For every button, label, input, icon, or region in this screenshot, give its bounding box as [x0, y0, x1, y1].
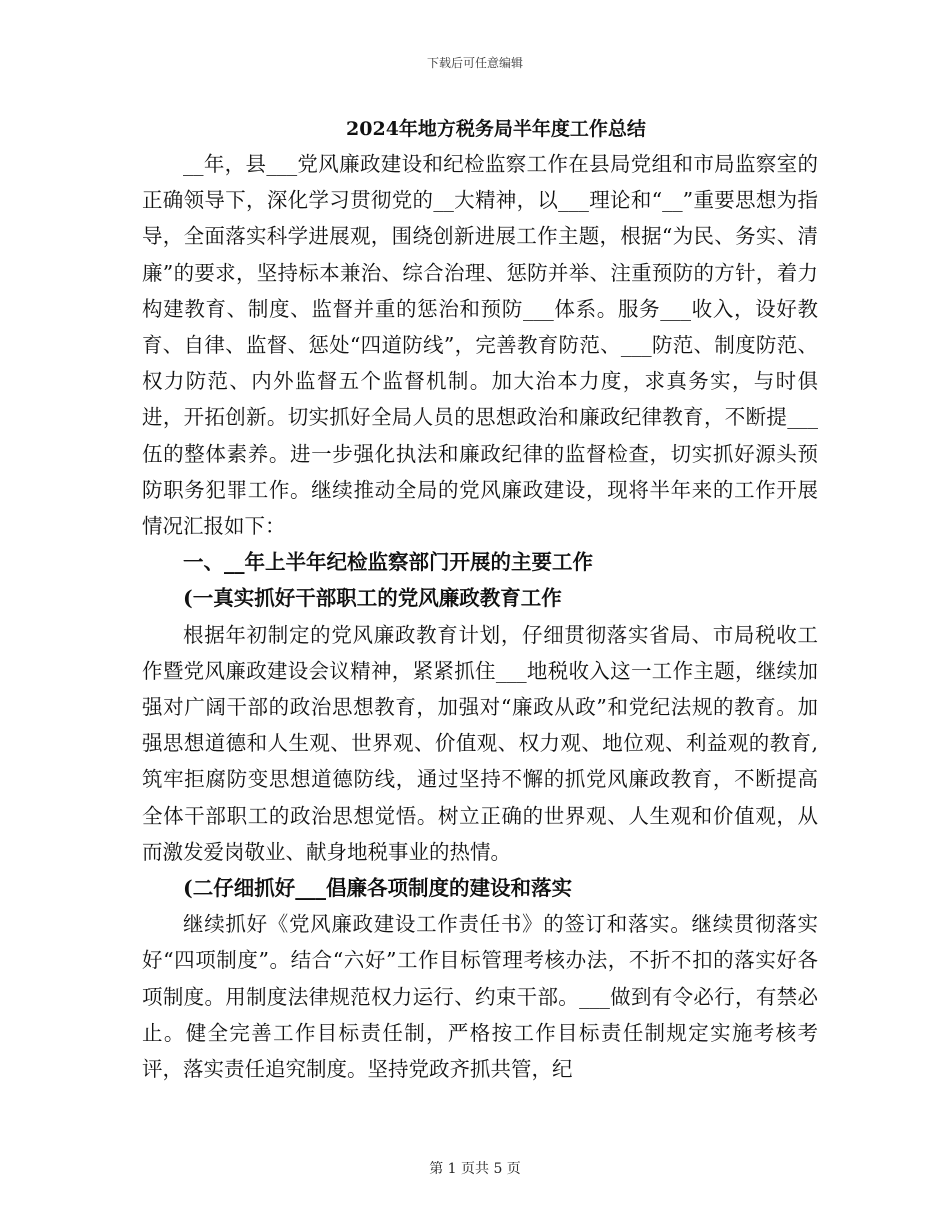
paragraph-intro: __年，县___党风廉政建设和纪检监察工作在县局党组和市局监察室的正确领导下，深化学习贯彻党的__大精神，以___理论和“__”重要思想为指导，全面落实科学进展观，围绕创新进展工作主题，根据“为民、务实、清廉”的要求，坚持标本兼治、综合治理、惩防并举、注重预防的方针，着力构建教育、制度、监督并重的惩治和预防___体系。服务___收入，设好教育、自律、监督、惩处“四道防线”，完善教育防范、___防范、制度防范、权力防范、内外监督五个监督机制。加大治本力度，求真务实，与时俱进，开拓创新。切实抓好全局人员的思想政治和廉政纪律教育，不断提___伍的整体素养。进一步强化执法和廉政纪律的监督检查，切实抓好源头预防职务犯罪工作。继续推动全局的党风廉政建设，现将半年来的工作开展情况汇报如下：	[142, 152, 818, 539]
document-title: 2024年地方税务局半年度工作总结	[346, 118, 646, 140]
subsection-heading-1: (一真实抓好干部职工的党风廉政教育工作	[183, 586, 562, 611]
section-heading-1: 一、__年上半年纪检监察部门开展的主要工作	[183, 550, 593, 575]
page-header: 下载后可任意编辑	[426, 56, 523, 70]
subsection-heading-2: (二仔细抓好___倡廉各项制度的建设和落实	[183, 876, 572, 901]
page-footer: 第 1 页共 5 页	[429, 1161, 521, 1177]
document-body	[142, 112, 818, 1087]
paragraph-education: 根据年初制定的党风廉政教育计划，仔细贯彻落实省局、市局税收工作暨党风廉政建设会议精神，紧紧抓住___地税收入这一工作主题，继续加强对广阔干部的政治思想教育，加强对“廉政从政”和党纪法规的教育。加强思想道德和人生观、世界观、价值观、权力观、地位观、利益观的教育,筑牢拒腐防变思想道德防线，通过坚持不懈的抓党风廉政教育，不断提高全体干部职工的政治思想觉悟。树立正确的世界观、人生观和价值观，从而激发爱岗敬业、献身地税事业的热情。	[142, 622, 818, 864]
paragraph-systems: 继续抓好《党风廉政建设工作责任书》的签订和落实。继续贯彻落实好“四项制度”。结合“六好”工作目标管理考核办法，不折不扣的落实好各项制度。用制度法律规范权力运行、约束干部。___做到有令必行，有禁必止。健全完善工作目标责任制，严格按工作目标责任制规定实施考核考评，落实责任追究制度。坚持党政齐抓共管，纪	[142, 912, 818, 1082]
